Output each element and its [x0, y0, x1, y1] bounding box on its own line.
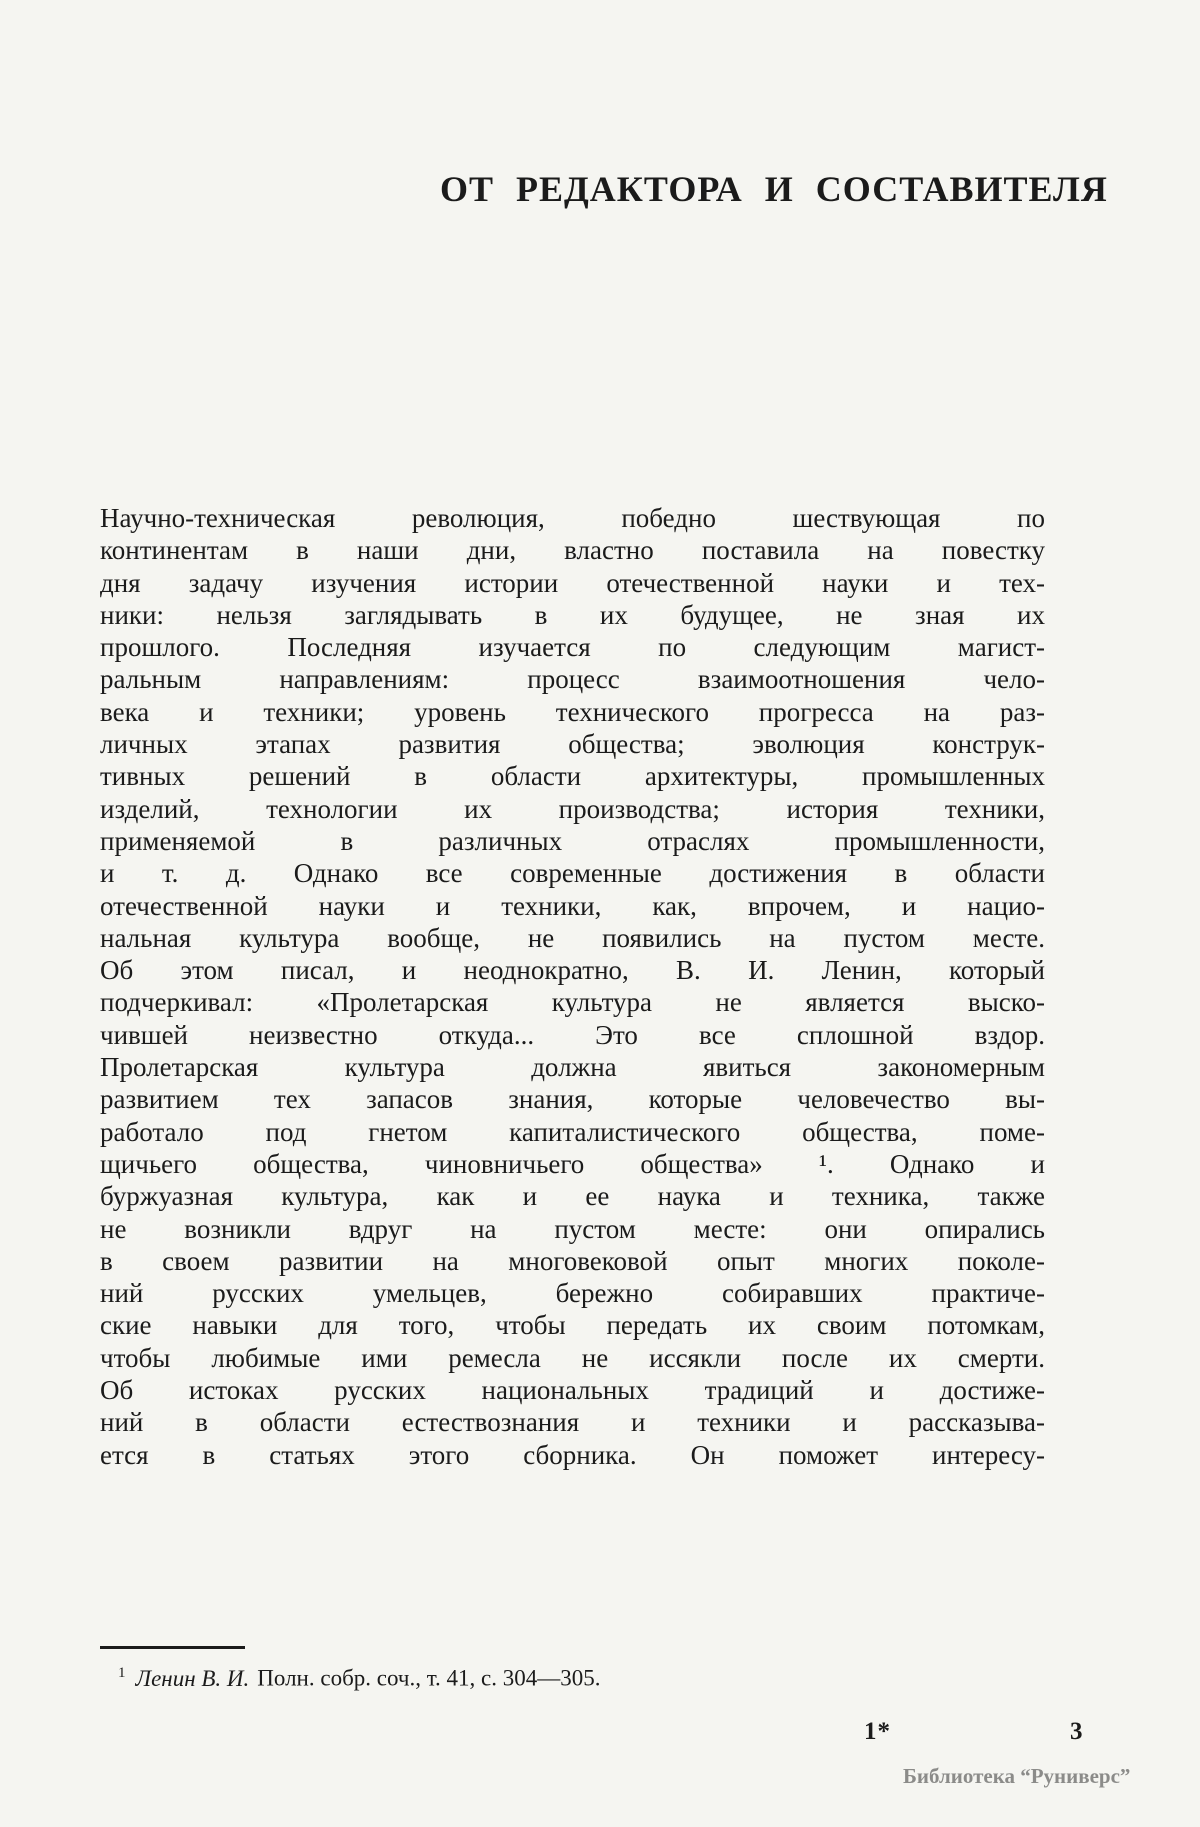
- paragraph-line: в своем развитии на многовековой опыт многих поколе-: [100, 1245, 1045, 1276]
- paragraph-line: дня задачу изучения истории отечественной науки и тех-: [100, 567, 1045, 598]
- paragraph-line: не возникли вдруг на пустом месте: они опирались: [100, 1213, 1045, 1244]
- footnote: [118, 1658, 600, 1694]
- paragraph-line: работало под гнетом капиталистического общества, поме-: [100, 1116, 1045, 1147]
- page-number: 3: [1070, 1718, 1083, 1745]
- paragraph-line: нальная культура вообще, не появились на пустом месте.: [100, 922, 1045, 953]
- footnote-divider: [100, 1646, 245, 1649]
- paragraph-line: и т. д. Однако все современные достижения в области: [100, 858, 1045, 889]
- paragraph-line: Об истоках русских национальных традиций и достиже-: [100, 1375, 1045, 1406]
- paragraph-line: Об этом писал, и неоднократно, В. И. Ленин, который: [100, 955, 1045, 986]
- paragraph-line: ний русских умельцев, бережно собиравших практиче-: [100, 1278, 1045, 1309]
- footnote-author: Ленин В. И.: [135, 1665, 250, 1691]
- signature-mark: 1*: [864, 1718, 891, 1745]
- paragraph-line: чтобы любимые ими ремесла не иссякли после их смерти.: [100, 1342, 1045, 1373]
- paragraph-line: изделий, технологии их производства; история техники,: [100, 793, 1045, 824]
- paragraph-line: ральным направлениям: процесс взаимоотношения чело-: [100, 664, 1045, 695]
- paragraph-line: ний в области естествознания и техники и рассказыва-: [100, 1407, 1045, 1438]
- paragraph-line: века и техники; уровень технического прогресса на раз-: [100, 696, 1045, 727]
- footnote-citation: Полн. собр. соч., т. 41, с. 304—305.: [257, 1665, 601, 1691]
- main-text-block: [100, 502, 1045, 1471]
- paragraph-line: Научно-техническая революция, победно шествующая по: [100, 503, 1045, 533]
- paragraph-line: чившей неизвестно откуда... Это все сплошной вздор.: [100, 1019, 1045, 1050]
- page-title: ОТ РЕДАКТОРА И СОСТАВИТЕЛЯ: [440, 169, 1108, 209]
- paragraph-line: развитием тех запасов знания, которые человечество вы-: [100, 1084, 1045, 1115]
- paragraph-line: отечественной науки и техники, как, впрочем, и нацио-: [100, 890, 1045, 921]
- paragraph-line: буржуазная культура, как и ее наука и техника, также: [100, 1181, 1045, 1212]
- paragraph-line: ские навыки для того, чтобы передать их своим потомкам,: [100, 1310, 1045, 1341]
- paragraph-line: Пролетарская культура должна явиться закономерным: [100, 1052, 1045, 1083]
- paragraph-line: тивных решений в области архитектуры, промышленных: [100, 761, 1045, 792]
- paragraph-line: щичьего общества, чиновничьего общества» ¹. Однако и: [100, 1148, 1045, 1179]
- paragraph-line: ется в статьях этого сборника. Он поможет интересу-: [100, 1439, 1045, 1470]
- paragraph-line: применяемой в различных отраслях промышленности,: [100, 825, 1045, 856]
- paragraph-line: личных этапах развития общества; эволюция конструк-: [100, 729, 1045, 760]
- paragraph-line: подчеркивал: «Пролетарская культура не является выско-: [100, 987, 1045, 1018]
- footnote-marker: 1: [118, 1665, 126, 1681]
- library-watermark: Библиотека “Руниверс”: [903, 1764, 1131, 1788]
- paragraph-line: континентам в наши дни, властно поставила на повестку: [100, 535, 1045, 566]
- paragraph-line: ники: нельзя заглядывать в их будущее, не зная их: [100, 599, 1045, 630]
- paragraph-line: прошлого. Последняя изучается по следующим магист-: [100, 632, 1045, 663]
